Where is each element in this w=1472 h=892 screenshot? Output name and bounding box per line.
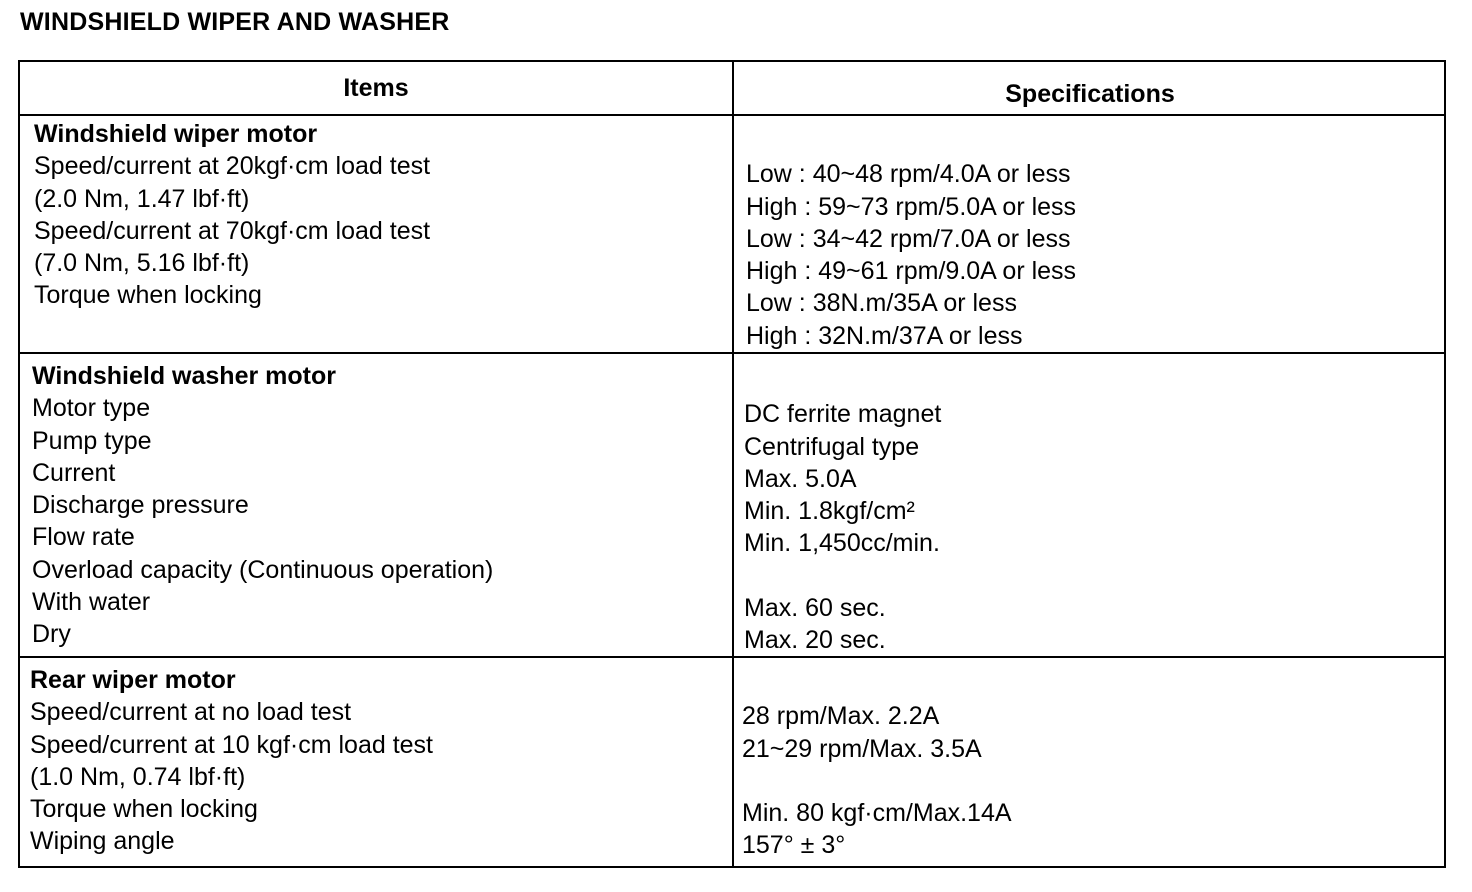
item-label: Speed/current at 10 kgf·cm load test [30,730,433,759]
spec-value: Low : 38N.m/35A or less [746,289,1017,318]
item-label: (7.0 Nm, 5.16 lbf·ft) [34,249,250,278]
spec-value: 21~29 rpm/Max. 3.5A [742,734,982,763]
item-label: Current [32,458,116,487]
section-divider [20,352,1444,354]
header-items: Items [343,74,409,102]
spec-value [742,668,1012,700]
spec-value: High : 49~61 rpm/9.0A or less [746,257,1077,286]
item-label: Overload capacity (Continuous operation) [32,555,494,584]
item-label: (1.0 Nm, 0.74 lbf·ft) [30,762,246,791]
item-label: Pump type [32,426,152,455]
page-title: WINDSHIELD WIPER AND WASHER [20,8,450,36]
section-heading: Windshield wiper motor [34,120,318,148]
spec-value: 28 rpm/Max. 2.2A [742,702,940,731]
section-wiper-specs [746,126,1076,352]
spec-value [746,126,1076,158]
spec-value: Max. 5.0A [744,464,857,493]
section-heading: Windshield washer motor [32,362,336,390]
spec-value: Centrifugal type [744,432,920,461]
spec-table [18,60,1446,868]
item-label: Speed/current at 70kgf·cm load test [34,216,431,245]
spec-value: Max. 60 sec. [744,594,886,623]
section-heading: Rear wiper motor [30,666,236,694]
section-washer-items [32,360,493,651]
spec-value [744,366,941,398]
item-label: Dry [32,620,71,649]
spec-value: High : 32N.m/37A or less [746,321,1023,350]
header-divider [20,114,1444,116]
spec-value: 157° ± 3° [742,831,846,860]
section-rear-wiper-specs [742,668,1012,862]
item-label: Wiping angle [30,827,175,856]
item-label: With water [32,588,151,617]
item-label: Speed/current at no load test [30,698,352,727]
item-label: (2.0 Nm, 1.47 lbf·ft) [34,184,250,213]
spec-value: Low : 40~48 rpm/4.0A or less [746,160,1071,189]
spec-value: Max. 20 sec. [744,626,886,655]
spec-value: DC ferrite magnet [744,400,942,429]
section-wiper-items [34,118,430,312]
spec-value: Low : 34~42 rpm/7.0A or less [746,224,1071,253]
item-label: Speed/current at 20kgf·cm load test [34,152,431,181]
item-label: Motor type [32,394,151,423]
section-rear-wiper-items [30,664,433,858]
spec-value [744,560,941,592]
spec-value: High : 59~73 rpm/5.0A or less [746,192,1077,221]
column-divider [732,62,734,866]
spec-value [742,765,1012,797]
spec-value: Min. 1.8kgf/cm² [744,497,915,526]
item-label: Torque when locking [34,281,262,310]
item-label: Discharge pressure [32,491,249,520]
spec-value: Min. 80 kgf·cm/Max.14A [742,799,1012,828]
section-washer-specs [744,366,941,657]
spec-value: Min. 1,450cc/min. [744,529,940,558]
item-label: Torque when locking [30,795,258,824]
section-divider [20,656,1444,658]
header-specifications: Specifications [1005,80,1175,108]
item-label: Flow rate [32,523,135,552]
